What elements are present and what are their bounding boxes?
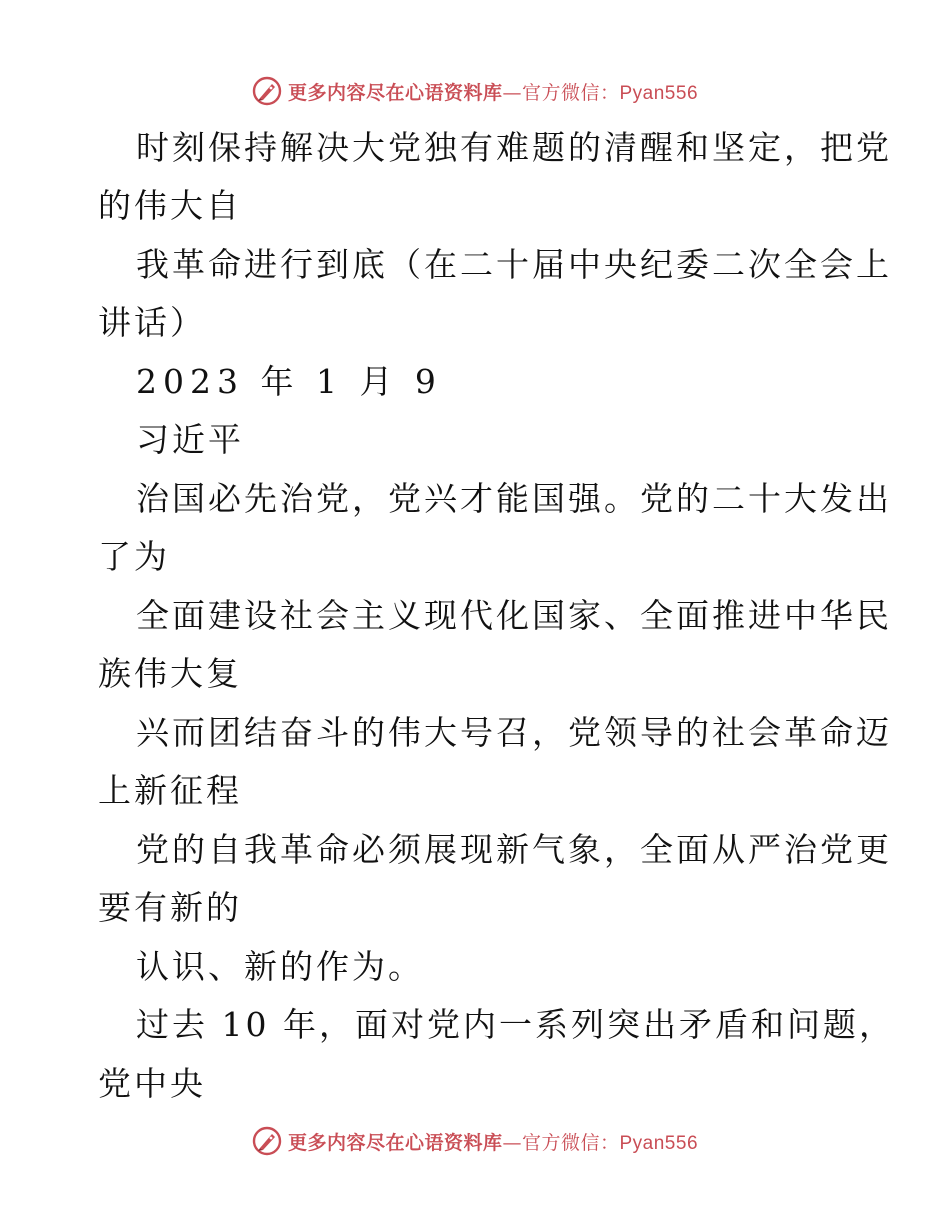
watermark-dash: — <box>502 1131 522 1154</box>
watermark-text <box>288 1128 698 1155</box>
text-line: 讲话） <box>98 303 206 342</box>
text-line: 要有新的 <box>98 888 242 927</box>
header-watermark-banner <box>0 71 950 111</box>
watermark-wechat-id: Pyan556 <box>619 1132 699 1154</box>
watermark-tail: 官方微信： <box>521 81 620 104</box>
text-line: 党中央 <box>98 1064 206 1103</box>
date-line: 2023 年 1 月 9 <box>136 362 442 401</box>
watermark-brand: 更多内容尽在心语资料库 <box>287 1131 503 1154</box>
watermark-wechat-id: Pyan556 <box>619 82 699 104</box>
text-line: 的伟大自 <box>98 186 242 225</box>
pen-nib-seal-icon <box>252 76 282 106</box>
author-line: 习近平 <box>136 420 244 459</box>
watermark-text <box>288 78 698 105</box>
text-line: 全面建设社会主义现代化国家、全面推进中华民 <box>136 596 892 635</box>
pen-nib-seal-icon <box>252 1126 282 1156</box>
footer-watermark-banner <box>0 1121 950 1161</box>
text-line: 认识、新的作为。 <box>136 947 424 986</box>
watermark-brand: 更多内容尽在心语资料库 <box>287 81 503 104</box>
text-line: 族伟大复 <box>98 654 242 693</box>
watermark-tail: 官方微信： <box>521 1131 620 1154</box>
text-line: 党的自我革命必须展现新气象，全面从严治党更 <box>136 830 892 869</box>
text-line: 兴而团结奋斗的伟大号召，党领导的社会革命迈 <box>136 713 892 752</box>
text-line: 了为 <box>98 537 170 576</box>
text-line: 上新征程 <box>98 771 242 810</box>
text-line: 时刻保持解决大党独有难题的清醒和坚定，把党 <box>136 128 892 167</box>
text-line: 我革命进行到底（在二十届中央纪委二次全会上 <box>136 245 892 284</box>
watermark-dash: — <box>502 81 522 104</box>
text-line: 过去 10 年，面对党内一系列突出矛盾和问题， <box>136 1005 895 1044</box>
text-line: 治国必先治党，党兴才能国强。党的二十大发出 <box>136 479 892 518</box>
